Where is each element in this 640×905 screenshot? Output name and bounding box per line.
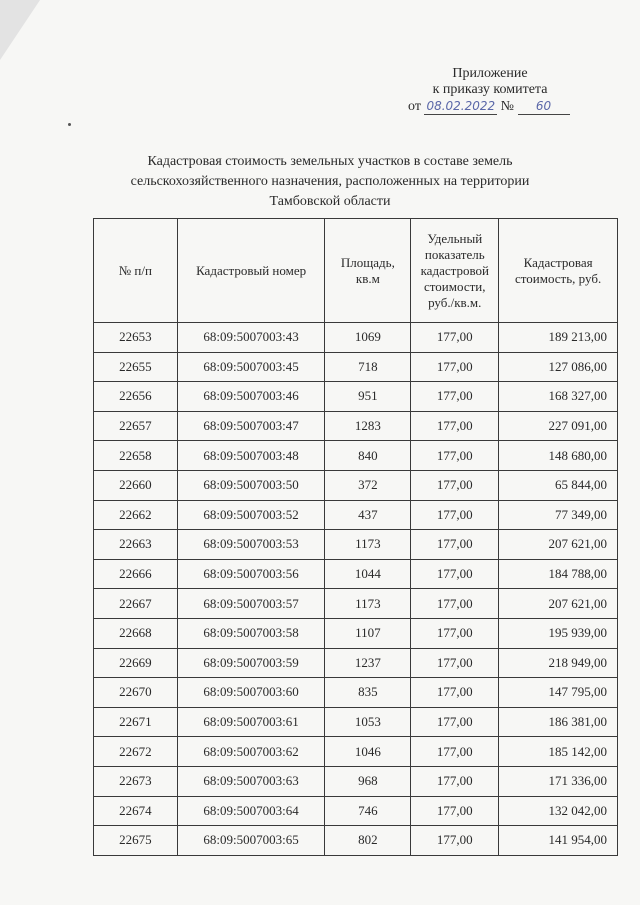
cell-cadastral-value: 132 042,00 (499, 796, 618, 826)
number-label: № (500, 99, 515, 114)
from-label: от (408, 99, 421, 114)
cell-row-number: 22670 (94, 678, 178, 708)
cell-row-number: 22662 (94, 500, 178, 530)
cell-cadastral-number: 68:09:5007003:45 (177, 352, 325, 382)
cell-cadastral-value: 186 381,00 (499, 707, 618, 737)
cell-unit-value: 177,00 (411, 559, 499, 589)
cell-area: 1046 (325, 737, 411, 767)
cell-unit-value: 177,00 (411, 826, 499, 856)
cell-unit-value: 177,00 (411, 589, 499, 619)
cell-unit-value: 177,00 (411, 737, 499, 767)
cell-unit-value: 177,00 (411, 470, 499, 500)
cell-area: 437 (325, 500, 411, 530)
cell-cadastral-number: 68:09:5007003:46 (177, 382, 325, 412)
cell-area: 1053 (325, 707, 411, 737)
cell-row-number: 22653 (94, 323, 178, 353)
cell-area: 746 (325, 796, 411, 826)
cell-unit-value: 177,00 (411, 678, 499, 708)
cell-cadastral-value: 218 949,00 (499, 648, 618, 678)
table-row (94, 648, 618, 678)
cell-unit-value: 177,00 (411, 766, 499, 796)
cell-cadastral-number: 68:09:5007003:62 (177, 737, 325, 767)
table-header-row (94, 219, 618, 323)
cell-unit-value: 177,00 (411, 411, 499, 441)
cell-cadastral-number: 68:09:5007003:60 (177, 678, 325, 708)
cell-row-number: 22656 (94, 382, 178, 412)
cell-area: 802 (325, 826, 411, 856)
table-row (94, 589, 618, 619)
title-line-3: Тамбовской области (269, 194, 391, 209)
cell-row-number: 22674 (94, 796, 178, 826)
cell-cadastral-number: 68:09:5007003:43 (177, 323, 325, 353)
cell-area: 1173 (325, 589, 411, 619)
cell-cadastral-number: 68:09:5007003:63 (177, 766, 325, 796)
cell-cadastral-value: 227 091,00 (499, 411, 618, 441)
document-title (100, 152, 560, 212)
cell-cadastral-number: 68:09:5007003:65 (177, 826, 325, 856)
table-row (94, 411, 618, 441)
cell-area: 372 (325, 470, 411, 500)
table-row (94, 826, 618, 856)
cell-area: 1069 (325, 323, 411, 353)
order-reference: к приказу комитета (432, 82, 548, 97)
table-body (94, 323, 618, 856)
scan-speck (68, 123, 71, 126)
cell-area: 1044 (325, 559, 411, 589)
cell-unit-value: 177,00 (411, 530, 499, 560)
cell-row-number: 22673 (94, 766, 178, 796)
cell-unit-value: 177,00 (411, 352, 499, 382)
cell-area: 840 (325, 441, 411, 471)
cell-row-number: 22658 (94, 441, 178, 471)
cell-unit-value: 177,00 (411, 441, 499, 471)
table-row (94, 678, 618, 708)
table-row (94, 500, 618, 530)
header-cadastral-value: Кадастровая стоимость, руб. (499, 219, 618, 323)
table-row (94, 352, 618, 382)
title-line-1: Кадастровая стоимость земельных участков в составе земель (147, 154, 513, 169)
cell-unit-value: 177,00 (411, 707, 499, 737)
cell-cadastral-value: 65 844,00 (499, 470, 618, 500)
table-row (94, 323, 618, 353)
cell-cadastral-number: 68:09:5007003:58 (177, 618, 325, 648)
cell-cadastral-number: 68:09:5007003:64 (177, 796, 325, 826)
handwritten-date: 08.02.2022 (426, 99, 496, 113)
header-row-number: № п/п (94, 219, 178, 323)
cell-cadastral-value: 195 939,00 (499, 618, 618, 648)
cell-unit-value: 177,00 (411, 323, 499, 353)
order-date-number-line (400, 98, 580, 115)
cell-row-number: 22663 (94, 530, 178, 560)
cell-cadastral-value: 148 680,00 (499, 441, 618, 471)
cell-area: 835 (325, 678, 411, 708)
cell-row-number: 22667 (94, 589, 178, 619)
cell-unit-value: 177,00 (411, 618, 499, 648)
header-unit-value: Удельный показатель кадастровой стоимости, руб./кв.м. (411, 219, 499, 323)
cell-area: 1173 (325, 530, 411, 560)
cell-cadastral-number: 68:09:5007003:57 (177, 589, 325, 619)
cell-cadastral-number: 68:09:5007003:52 (177, 500, 325, 530)
cell-area: 1237 (325, 648, 411, 678)
table-row (94, 796, 618, 826)
cell-cadastral-value: 189 213,00 (499, 323, 618, 353)
cell-row-number: 22657 (94, 411, 178, 441)
appendix-header (400, 66, 580, 115)
cell-row-number: 22669 (94, 648, 178, 678)
scan-corner-shade (0, 0, 40, 60)
cell-row-number: 22660 (94, 470, 178, 500)
handwritten-number: 60 (518, 98, 570, 115)
cell-row-number: 22668 (94, 618, 178, 648)
table-row (94, 766, 618, 796)
appendix-label: Приложение (452, 66, 528, 81)
cell-cadastral-number: 68:09:5007003:53 (177, 530, 325, 560)
cell-row-number: 22675 (94, 826, 178, 856)
cell-cadastral-value: 147 795,00 (499, 678, 618, 708)
cell-cadastral-number: 68:09:5007003:47 (177, 411, 325, 441)
cell-unit-value: 177,00 (411, 796, 499, 826)
cell-area: 1283 (325, 411, 411, 441)
title-line-2: сельскохозяйственного назначения, расположенных на территории (130, 174, 530, 189)
cell-row-number: 22666 (94, 559, 178, 589)
cell-row-number: 22672 (94, 737, 178, 767)
cell-cadastral-number: 68:09:5007003:50 (177, 470, 325, 500)
cell-unit-value: 177,00 (411, 382, 499, 412)
cell-unit-value: 177,00 (411, 500, 499, 530)
header-area: Площадь, кв.м (325, 219, 411, 323)
cell-area: 718 (325, 352, 411, 382)
cell-cadastral-value: 127 086,00 (499, 352, 618, 382)
table-row (94, 530, 618, 560)
table-row (94, 707, 618, 737)
cell-cadastral-value: 168 327,00 (499, 382, 618, 412)
cell-cadastral-number: 68:09:5007003:48 (177, 441, 325, 471)
cell-area: 951 (325, 382, 411, 412)
cell-unit-value: 177,00 (411, 648, 499, 678)
cell-cadastral-value: 77 349,00 (499, 500, 618, 530)
cell-cadastral-value: 185 142,00 (499, 737, 618, 767)
table-row (94, 559, 618, 589)
table-row (94, 470, 618, 500)
cell-area: 968 (325, 766, 411, 796)
table-row (94, 737, 618, 767)
cell-cadastral-value: 171 336,00 (499, 766, 618, 796)
cell-cadastral-number: 68:09:5007003:56 (177, 559, 325, 589)
cell-cadastral-value: 141 954,00 (499, 826, 618, 856)
table-row (94, 618, 618, 648)
table-row (94, 382, 618, 412)
cell-area: 1107 (325, 618, 411, 648)
cell-row-number: 22655 (94, 352, 178, 382)
cell-cadastral-value: 207 621,00 (499, 589, 618, 619)
table-row (94, 441, 618, 471)
cell-cadastral-value: 207 621,00 (499, 530, 618, 560)
cell-cadastral-number: 68:09:5007003:59 (177, 648, 325, 678)
cadastral-value-table (93, 218, 618, 856)
cell-row-number: 22671 (94, 707, 178, 737)
cell-cadastral-number: 68:09:5007003:61 (177, 707, 325, 737)
header-cadastral-number: Кадастровый номер (177, 219, 325, 323)
cell-cadastral-value: 184 788,00 (499, 559, 618, 589)
